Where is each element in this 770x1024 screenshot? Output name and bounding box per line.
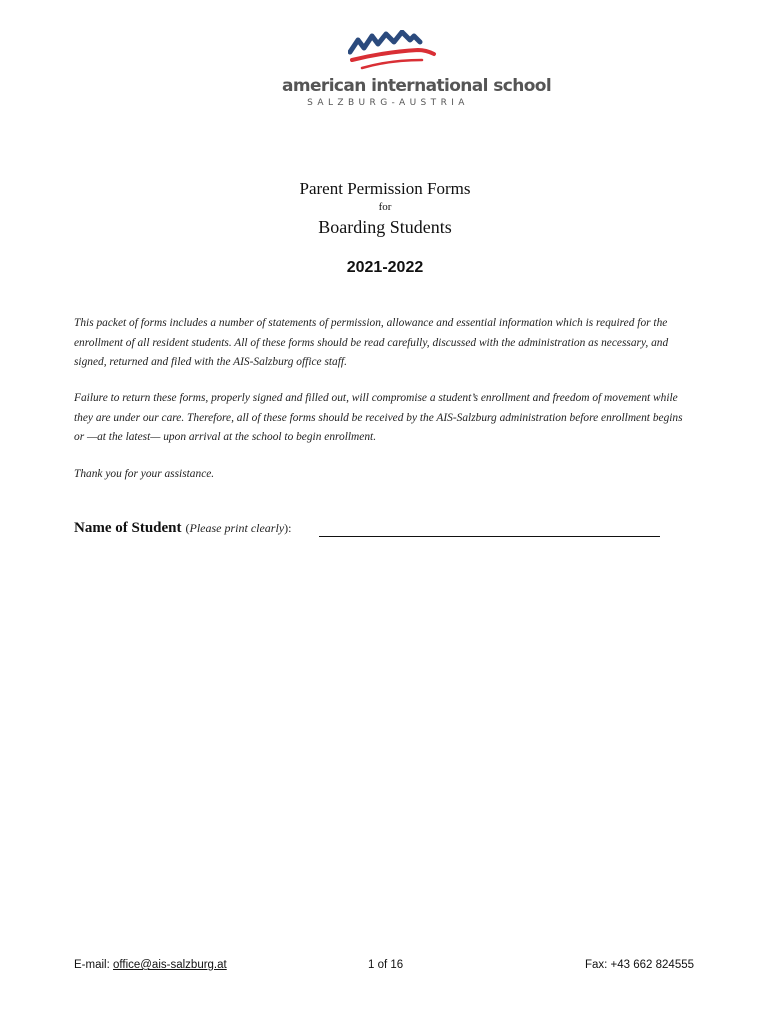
failure-paragraph: Failure to return these forms, properly signed and filled out, will compromise a student’s enrollment and freedom of movement while they are under our care. Therefore, all of these forms should be received by the AIS-Salzburg administration before enrollment begins or —at the latest— upon arrival at the school to begin enrollment.	[74, 392, 683, 443]
student-name-row: Name of Student (Please print clearly):	[74, 519, 674, 543]
footer-email	[74, 959, 227, 971]
student-name-label: Name of Student	[74, 520, 182, 536]
footer-page-number: 1 of 16	[368, 959, 404, 971]
title-for: for	[378, 201, 392, 213]
school-location: SALZBURG-AUSTRIA	[307, 98, 469, 108]
school-name: american international school	[282, 76, 552, 96]
thanks-paragraph: Thank you for your assistance.	[74, 468, 215, 480]
intro-paragraph: This packet of forms includes a number of statements of permission, allowance and essential information which is required for the enrollment of all resident students. All of these forms should be read carefully, discussed with the administration as necessary, and signed, returned and filed with the AIS-Salzburg office staff.	[74, 317, 669, 368]
page-title: Parent Permission Forms	[299, 179, 471, 198]
school-logo	[282, 30, 552, 110]
footer-fax: Fax: +43 662 824555	[585, 959, 695, 971]
page-subtitle: Boarding Students	[318, 217, 452, 237]
footer-email-link[interactable]: office@ais-salzburg.at	[112, 959, 227, 971]
student-name-field[interactable]	[319, 536, 660, 537]
footer-email-label: E-mail:	[74, 959, 110, 971]
school-year: 2021-2022	[346, 259, 424, 276]
mountain-logo-icon	[348, 30, 438, 74]
student-name-hint: Please print clearly	[189, 521, 285, 535]
